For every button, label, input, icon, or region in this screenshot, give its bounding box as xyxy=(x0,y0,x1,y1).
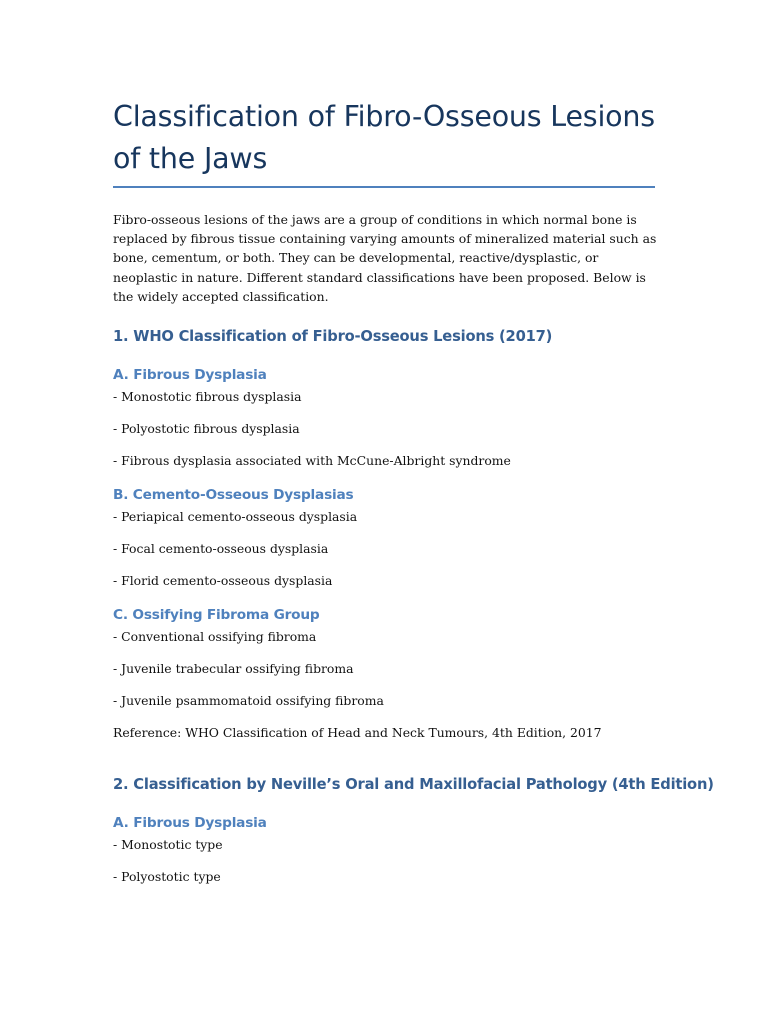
list-item: - Periapical cemento-osseous dysplasia xyxy=(113,509,358,524)
section-2-heading: 2. Classification by Neville’s Oral and Maxillofacial Pathology (4th Edition) xyxy=(113,776,714,793)
list-item: - Conventional ossifying fibroma xyxy=(113,629,317,644)
list-item: - Juvenile trabecular ossifying fibroma xyxy=(113,661,354,676)
list-item: - Polyostotic fibrous dysplasia xyxy=(113,421,300,436)
list-item: - Fibrous dysplasia associated with McCune-Albright syndrome xyxy=(113,453,511,468)
title-underline xyxy=(113,186,655,188)
list-item: - Monostotic fibrous dysplasia xyxy=(113,389,302,404)
section-1-reference: Reference: WHO Classification of Head and Neck Tumours, 4th Edition, 2017 xyxy=(113,725,602,740)
section-1c-heading: C. Ossifying Fibroma Group xyxy=(113,607,320,623)
list-item: - Focal cemento-osseous dysplasia xyxy=(113,541,329,556)
list-item: - Florid cemento-osseous dysplasia xyxy=(113,573,333,588)
document-title xyxy=(113,96,655,180)
title-line-2: of the Jaws xyxy=(113,142,268,175)
intro-paragraph: Fibro-osseous lesions of the jaws are a group of conditions in which normal bone is replaced by fibrous tissue containing varying amounts of mineralized material such as bone, cementum, or both. They can be developmental, reactive/dysplastic, or neoplastic in nature. Different standard classifications have been proposed. Below is the widely accepted classification. xyxy=(113,212,657,304)
section-1-heading: 1. WHO Classification of Fibro-Osseous Lesions (2017) xyxy=(113,328,553,345)
title-line-1: Classification of Fibro-Osseous Lesions xyxy=(113,100,655,133)
list-item: - Polyostotic type xyxy=(113,869,221,884)
list-item: - Juvenile psammomatoid ossifying fibroma xyxy=(113,693,384,708)
list-item: - Monostotic type xyxy=(113,837,223,852)
section-1a-heading: A. Fibrous Dysplasia xyxy=(113,367,267,383)
section-2a-heading: A. Fibrous Dysplasia xyxy=(113,815,267,831)
section-1b-heading: B. Cemento-Osseous Dysplasias xyxy=(113,487,354,503)
